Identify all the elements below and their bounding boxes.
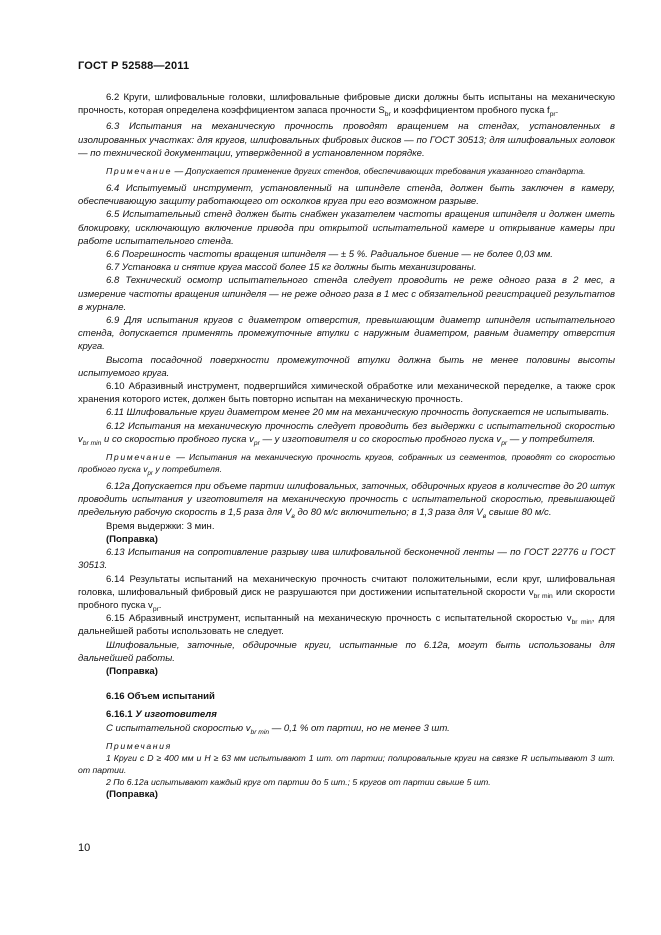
amendment-note-3: (Поправка) — [106, 788, 158, 800]
notes-label: Примечания — [106, 740, 172, 751]
paragraph-6-3: 6.3 Испытания на механическую прочность проводят вращением на стендах, установленных в изолированных участках: для кругов, шлифовальных фибровых дисков — по ГОСТ 30513; для шлифовальных головок — по технической документации, утвержденной в установленном порядке. — [78, 121, 615, 159]
paragraph-6-9: 6.9 Для испытания кругов с диаметром отверстия, превышающим диаметр шпинделя испытательного стенда, допускается применять промежуточные втулки с наружным диаметром, равным диаметру отверстия круга. — [78, 315, 615, 353]
paragraph-6-12a: 6.12а Допускается при объеме партии шлифовальных, заточных, обдирочных кругов в количестве до 20 штук проводить испытания у изготовителя на механическую прочность с испытательной скоростью, превышающей предельную рабочую скорость в 1,5 раза для $V_в$ до 80 м/с включительно; в 1,3 раза для $V_в$ свыше 80 м/с. — [78, 481, 615, 521]
page-number: 10 — [78, 842, 91, 854]
paragraph-6-14: 6.14 Результаты испытаний на механическую прочность считают положительными, если круг, шлифовальная головка, шлифовальный фибровый диск не разрушаются при достижении испытательной скорости $v_{br min}$ или скорости пробного пуска $v_{pr}$. — [78, 573, 616, 613]
paragraph-6-2: 6.2 Круги, шлифовальные головки, шлифовальные фибровые диски должны быть испытаны на механическую прочность, которая определена коэффициентом запаса прочности $S_{br}$ и коэффициентом пробного пуска $f_{pr}$. — [78, 92, 615, 119]
paragraph-6-7: 6.7 Установка и снятие круга массой более 15 кг должны быть механизированы. — [106, 262, 477, 274]
paragraph-6-6: 6.6 Погрешность частоты вращения шпинделя — ± 5 %. Радиальное биение — не более 0,03 мм. — [106, 249, 553, 261]
note-item-1: 1 Круги с D ≥ 400 мм и H ≥ 63 мм испытывают 1 шт. от партии; полировальные круги на связке R испытывают 3 шт. от партии. — [78, 752, 615, 775]
paragraph-6-10: 6.10 Абразивный инструмент, подвергшийся химической обработке или механической переделке, а также срок хранения которого истек, должен быть повторно испытан на механическую прочность. — [78, 381, 615, 406]
paragraph-6-11: 6.11 Шлифовальные круги диаметром менее 20 мм на механическую прочность допускается не испытывать. — [106, 407, 610, 419]
note-6-3: Примечание — Допускается применение других стендов, обеспечивающих требования указанного стандарта. — [106, 166, 586, 177]
paragraph-6-4: 6.4 Испытуемый инструмент, установленный на шпинделе стенда, должен быть заключен в камеру, обеспечивающую защиту работающего от осколков круга при его возможном разрыве. — [78, 183, 615, 208]
paragraph-6-15: 6.15 Абразивный инструмент, испытанный на механическую прочность с испытательной скоростью $v_{br min}$, для дальнейшей работы использовать не следует. — [78, 613, 615, 638]
document-body — [78, 91, 615, 801]
note-6-12: Примечание — Испытания на механическую прочность кругов, собранных из сегментов, проводят со скоростью пробного пуска $v_{pr}$ у потребителя. — [78, 452, 615, 478]
section-6-16-heading: 6.16 Объем испытаний — [106, 691, 215, 703]
paragraph-6-8: 6.8 Технический осмотр испытательного стенда следует проводить не реже одного раза в 2 мес, а измерение частоты вращения шпинделя — не реже одного раза в 1 мес с обязательной регистрацией результатов в журнале. — [78, 275, 615, 313]
amendment-note-1: (Поправка) — [106, 533, 158, 545]
amendment-note-2: (Поправка) — [106, 665, 158, 677]
paragraph-6-15-b: Шлифовальные, заточные, обдирочные круги, испытанные по 6.12а, могут быть использованы для дальнейшей работы. — [78, 639, 615, 664]
hold-time: Время выдержки: 3 мин. — [106, 520, 215, 532]
note-item-2: 2 По 6.12а испытывают каждый круг от партии до 5 шт.; 5 кругов от партии свыше 5 шт. — [106, 776, 491, 787]
paragraph-6-12: 6.12 Испытания на механическую прочность следует проводить без выдержки с испытательной скоростью $v_{br min}$ и со скоростью пробного пуска $v_{pr}$ — у изготовителя и со скоростью пробного пуска $v_{pr}$ — у потребителя. — [78, 420, 615, 447]
document-header: ГОСТ Р 52588—2011 — [78, 60, 190, 72]
section-6-16-1-heading: 6.16.1 У изготовителя — [106, 709, 217, 721]
paragraph-6-9-b: Высота посадочной поверхности промежуточной втулки должна быть не менее половины высоты испытуемого круга. — [78, 354, 615, 379]
section-6-16-1-text: С испытательной скоростью $v_{br min}$ — 0,1 % от партии, но не менее 3 шт. — [106, 722, 450, 736]
paragraph-6-5: 6.5 Испытательный стенд должен быть снабжен указателем частоты вращения шпинделя и должен иметь блокировку, исключающую включение привода при открытой испытательной камере и открывание камеры при работе испытательного стенда. — [78, 209, 615, 247]
paragraph-6-13: 6.13 Испытания на сопротивление разрыву шва шлифовальной бесконечной ленты — по ГОСТ 22776 и ГОСТ 30513. — [78, 547, 615, 572]
